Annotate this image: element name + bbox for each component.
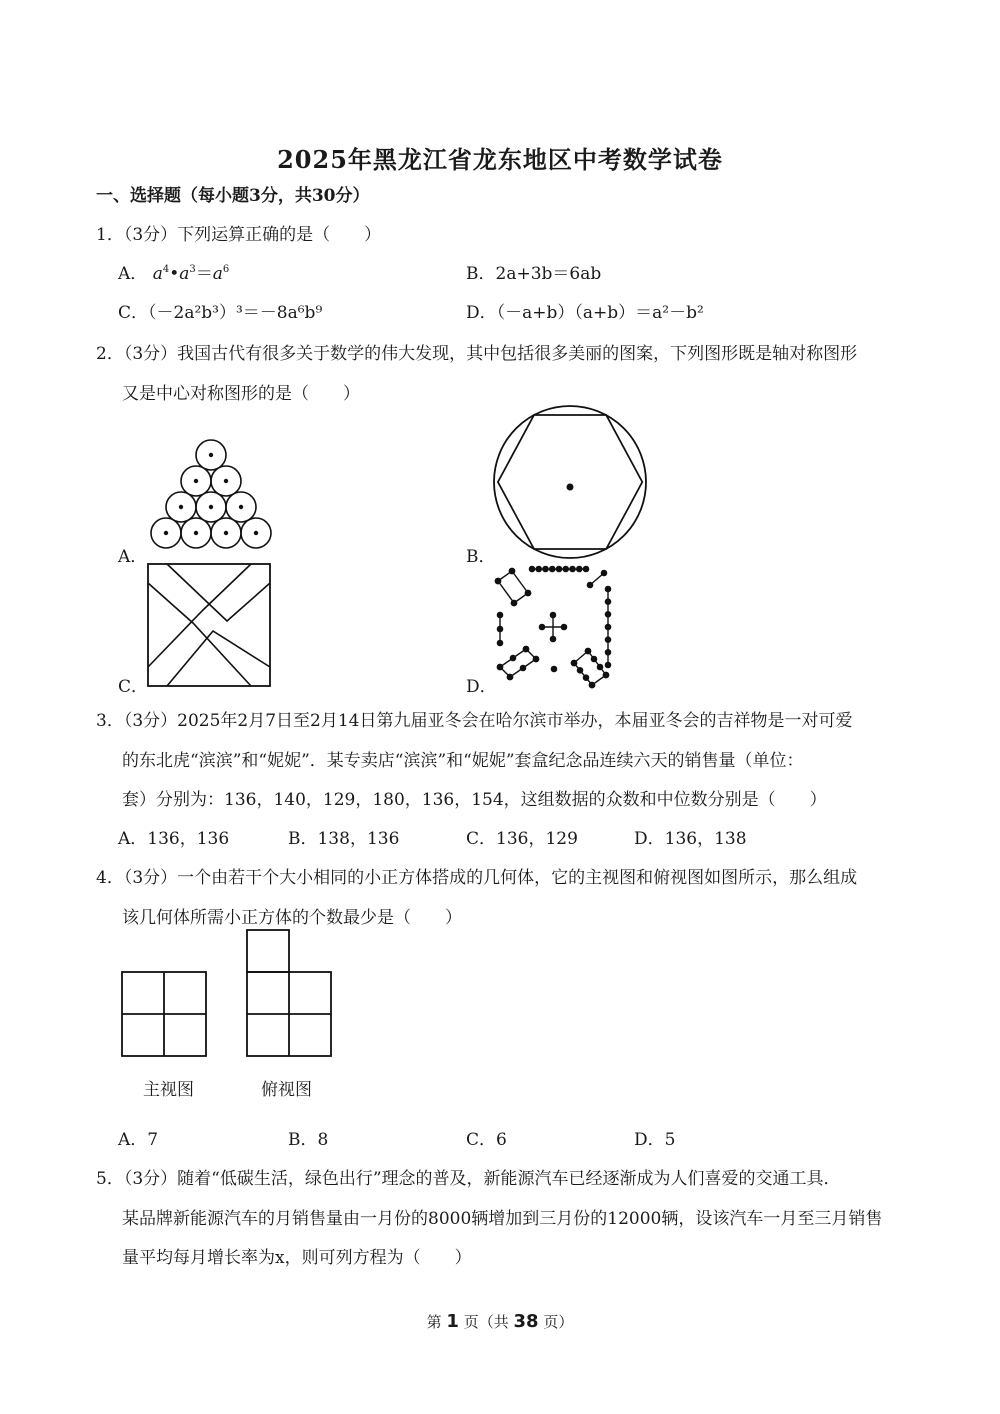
circle-center-dot [239, 505, 243, 509]
pattern-dot [497, 626, 502, 631]
circle-center-dot [224, 479, 228, 483]
pattern-dot [605, 599, 610, 604]
q3-stem-line1: 3．（3分）2025年2月7日至2月14日第九届亚冬会在哈尔滨市举办，本届亚冬会的吉祥物是一对可爱 [96, 711, 853, 731]
pattern-dot [550, 636, 555, 641]
pattern-dot [525, 590, 530, 595]
q1-option-c[interactable]: C．（－2a²b³）³＝－8a⁶b⁹ [118, 303, 323, 323]
page-title: 2025年黑龙江省龙东地区中考数学试卷 [277, 145, 723, 174]
q2-stem-line1: 2．（3分）我国古代有很多关于数学的伟大发现，其中包括很多美丽的图案，下列图形既是轴对称图形 [96, 344, 858, 364]
circle-center-dot [179, 505, 183, 509]
pattern-dot [551, 666, 556, 671]
pattern-line [574, 663, 592, 685]
pattern-dot [597, 664, 602, 669]
q4-top-view [246, 929, 332, 1057]
q5-stem-line3: 量平均每月增长率为x，则可列方程为（ ） [122, 1248, 472, 1268]
pattern-line [512, 571, 528, 593]
pattern-dot [585, 648, 590, 653]
q1-option-d[interactable]: D．（－a+b）（a+b）＝a²－b² [466, 303, 704, 323]
page-footer: 第 1 页（共 38 页） [426, 1311, 574, 1332]
figure-b-hexagon-in-circle [492, 406, 648, 562]
q3-option-b[interactable]: B．138，136 [288, 829, 400, 849]
q4-option-d[interactable]: D．5 [634, 1130, 676, 1150]
figure-d-dot-pattern [494, 565, 614, 690]
circle-center-dot [164, 531, 168, 535]
pattern-dot [511, 600, 516, 605]
pattern-dot [601, 570, 606, 575]
q5-stem-line2: 某品牌新能源汽车的月销售量由一月份的8000辆增加到三月份的12000辆，设该汽车一月至三月销售 [122, 1209, 883, 1229]
q4-caption-top: 俯视图 [261, 1080, 312, 1100]
pattern-dot [591, 656, 596, 661]
q3-option-d[interactable]: D．136，138 [634, 829, 747, 849]
pattern-dot [605, 586, 610, 591]
q2-label-d[interactable]: D． [466, 677, 497, 697]
circle-center-dot [224, 531, 228, 535]
pattern-dot [539, 624, 544, 629]
pattern-dot [605, 624, 610, 629]
q4-front-view [121, 971, 207, 1057]
pattern-dot [497, 640, 502, 645]
pattern-dot [603, 672, 608, 677]
pattern-dot [550, 566, 555, 571]
page-total: 38 [513, 1311, 539, 1332]
pattern-dot [577, 668, 582, 673]
q2-label-c[interactable]: C． [118, 677, 149, 697]
q4-option-b[interactable]: B．8 [288, 1130, 329, 1150]
q4-option-c[interactable]: C．6 [466, 1130, 507, 1150]
figure-a-circle-triangle [145, 438, 277, 560]
pattern-dot [507, 674, 512, 679]
pattern-dot [563, 566, 568, 571]
pattern-dot [583, 675, 588, 680]
pattern-dot [605, 650, 610, 655]
pattern-dot [497, 664, 502, 669]
pattern-dot [589, 682, 594, 687]
pattern-dot [561, 624, 566, 629]
pattern-dot [556, 566, 561, 571]
circle-center-dot [194, 531, 198, 535]
q4-stem-line1: 4．（3分）一个由若干个大小相同的小正方体搭成的几何体，它的主视图和俯视图如图所示，那么组成 [96, 868, 858, 888]
q3-stem-line3: 套）分别为：136，140，129，180，136，154，这组数据的众数和中位数分别是（ ） [122, 790, 827, 810]
q3-stem-line2: 的东北虎“滨滨”和“妮妮”．某专卖店“滨滨”和“妮妮”套盒纪念品连续六天的销售量（单位： [122, 751, 804, 771]
circle-center-dot [209, 505, 213, 509]
pattern-dot [536, 566, 541, 571]
pattern-dot [510, 655, 515, 660]
circle-center-dot [209, 453, 213, 457]
q4-caption-front: 主视图 [143, 1080, 194, 1100]
q1-option-a-math: $a^4•a^3=a^6$ [152, 264, 230, 284]
circle-center-dot [194, 479, 198, 483]
pattern-line [588, 651, 606, 675]
pattern-dot [497, 612, 502, 617]
pattern-dot [583, 566, 588, 571]
q2-stem-line2: 又是中心对称图形的是（ ） [122, 384, 360, 404]
pattern-dot [570, 566, 575, 571]
pattern-dot [605, 662, 610, 667]
q4-option-a[interactable]: A．7 [118, 1130, 159, 1150]
pattern-dot [550, 612, 555, 617]
section-heading: 一、选择题（每小题3分，共30分） [96, 186, 370, 206]
page-number: 1 [446, 1311, 459, 1332]
pattern-dot [605, 637, 610, 642]
pattern-dot [533, 656, 538, 661]
q2-label-a[interactable]: A． [118, 547, 148, 567]
q1-option-b[interactable]: B．2a+3b＝6ab [466, 264, 602, 284]
pattern-dot [520, 665, 525, 670]
q1-option-a[interactable]: A． $a^4•a^3=a^6$ [118, 264, 230, 284]
q3-option-a[interactable]: A．136，136 [118, 829, 230, 849]
pattern-dot [495, 578, 500, 583]
q1-stem: 1．（3分）下列运算正确的是（ ） [96, 225, 382, 245]
pattern-dot [543, 566, 548, 571]
pattern-dot [523, 646, 528, 651]
q3-option-c[interactable]: C．136，129 [466, 829, 578, 849]
q5-stem-line1: 5．（3分）随着“低碳生活，绿色出行”理念的普及，新能源汽车已经逐渐成为人们喜爱的交通工具． [96, 1169, 841, 1189]
q4-stem-line2: 该几何体所需小正方体的个数最少是（ ） [122, 908, 462, 928]
pattern-dot [577, 566, 582, 571]
pattern-line [498, 581, 514, 603]
q2-label-b[interactable]: B． [466, 547, 496, 567]
pattern-dot [571, 660, 576, 665]
figure-c-pinwheel-square [147, 563, 271, 687]
pattern-dot [529, 566, 534, 571]
circle-center-dot [254, 531, 258, 535]
pattern-dot [605, 612, 610, 617]
pattern-dot [587, 582, 592, 587]
pattern-dot [509, 568, 514, 573]
